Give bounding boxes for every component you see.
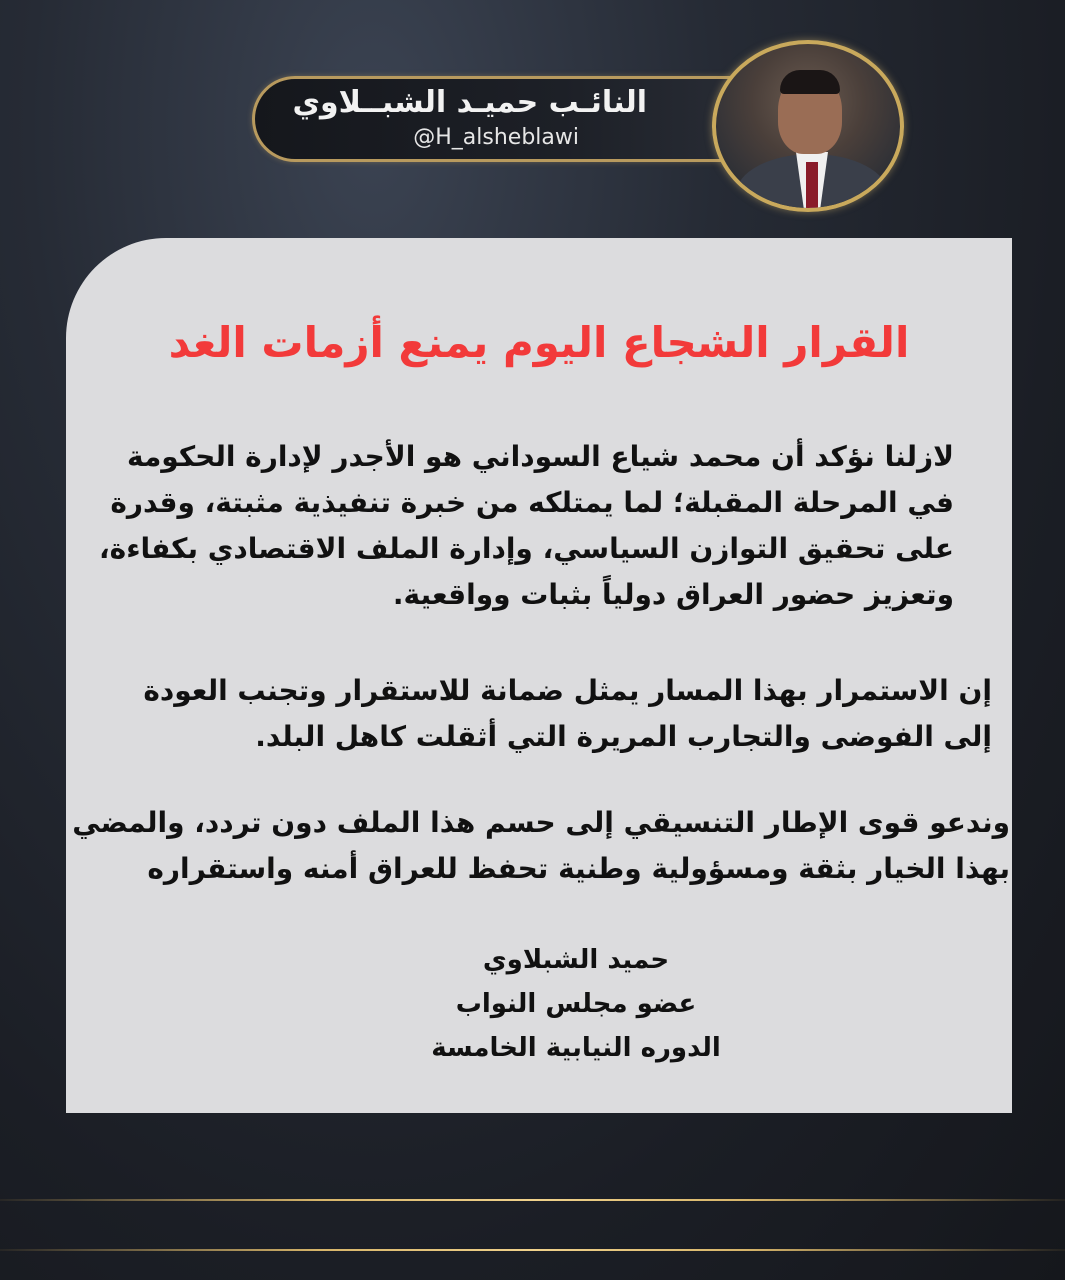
- avatar-tie: [806, 162, 818, 212]
- statement-paragraph-3: وندعو قوى الإطار التنسيقي إلى حسم هذا الملف دون تردد، والمضي بهذا الخيار بثقة ومسؤولية وطنية تحفظ للعراق أمنه واستقراره: [72, 806, 1010, 885]
- avatar-hair: [780, 70, 840, 94]
- statement-title: القرار الشجاع اليوم يمنع أزمات الغد: [168, 318, 910, 367]
- signature-block: [366, 938, 786, 1070]
- author-name: النائـب حميـد الشبــلاوي: [292, 85, 647, 120]
- statement-paragraph-2: إن الاستمرار بهذا المسار يمثل ضمانة للاستقرار وتجنب العودة إلى الفوضى والتجارب المريرة التي أثقلت كاهل البلد.: [143, 674, 992, 753]
- signature-name: حميد الشبلاوي: [482, 945, 670, 975]
- gold-divider-top: [0, 1199, 1065, 1201]
- avatar: [712, 40, 904, 212]
- signature-role: عضو مجلس النواب: [455, 989, 697, 1019]
- header-banner: [252, 76, 772, 162]
- author-handle: @H_alsheblawi: [413, 125, 579, 150]
- statement-paragraph-1: لازلنا نؤكد أن محمد شياع السوداني هو الأجدر لإدارة الحكومة في المرحلة المقبلة؛ لما يمتلكه من خبرة تنفيذية مثبتة، وقدرة على تحقيق التوازن السياسي، وإدارة الملف الاقتصادي بكفاءة، وتعزيز حضور العراق دولياً بثبات وواقعية.: [99, 440, 954, 611]
- signature-term: الدوره النيابية الخامسة: [431, 1033, 721, 1063]
- gold-divider-bottom: [0, 1249, 1065, 1251]
- statement-card: [66, 238, 1012, 1113]
